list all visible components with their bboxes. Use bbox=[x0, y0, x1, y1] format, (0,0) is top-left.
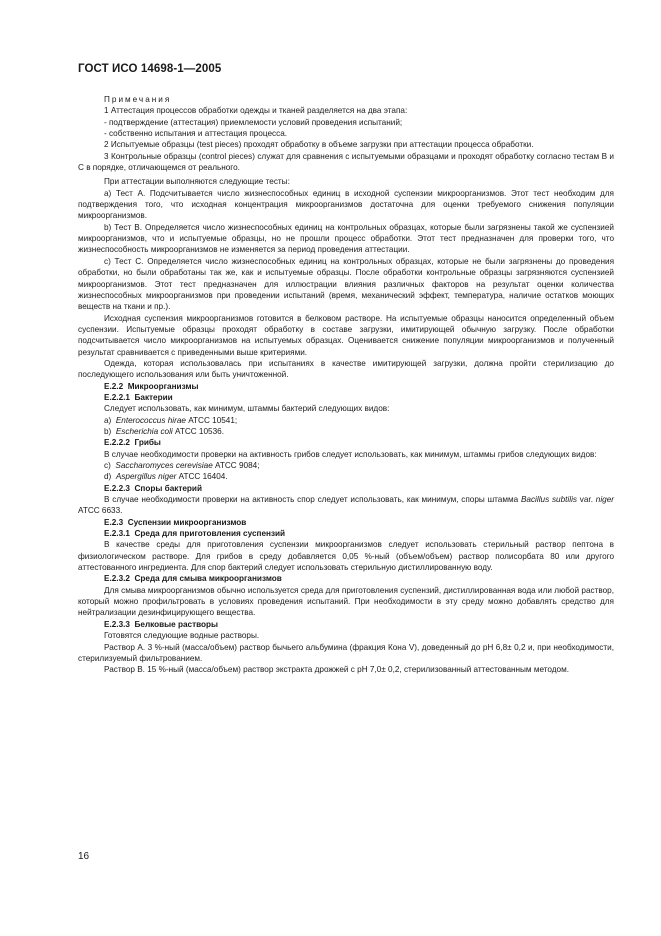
solution-a: Раствор А. 3 %-ный (масса/объем) раствор бычьего альбумина (фракция Кона V), доведенный до рН 6,8± 0,2 и, при необходимости, стерилизуемый фильтрованием. bbox=[78, 642, 614, 663]
test-b-text: Определяется число жизнеспособных единиц на контрольных образцах, которые были загрязнены такой же суспензией микроорганизмов, что и испытуемые образцы, но не прошли процесс обработки. Этот тест предназначен для проверки того, что жизнеспособность микроорганизмов не изменяется за период проведения аттестации. bbox=[78, 222, 614, 255]
spores-text-2: var. bbox=[576, 495, 596, 505]
suspension-paragraph: Исходная суспензия микроорганизмов готовится в белковом растворе. На испытуемые образцы наносится определенный объем суспензии. Испытуемые образцы проходят обработку в составе загрузки, имитирующей обычную загрузку. После обработки подсчитывается число микроорганизмов на испытуемых образцах. Оценивается снижение популяции микроорганизмов и полученный результат сравнивается с приведенными выше критериями. bbox=[78, 313, 614, 357]
strain-code: АТСС 9084; bbox=[212, 461, 260, 470]
section-e222-title: Грибы bbox=[134, 438, 161, 448]
species-name: Aspergillus niger bbox=[115, 472, 177, 482]
strain-code: АТСС 10536. bbox=[172, 426, 224, 436]
strain-code: АТСС 16404. bbox=[176, 472, 228, 482]
section-e22-heading bbox=[78, 381, 614, 392]
section-e232-number: Е.2.3.2 bbox=[104, 574, 130, 584]
list-label: b) bbox=[104, 426, 112, 436]
strain-code: АТСС 10541; bbox=[185, 415, 238, 425]
bacteria-item-b bbox=[78, 426, 614, 437]
note-item-1b: - собственно испытания и аттестация процесса. bbox=[104, 129, 288, 139]
section-e233-title: Белковые растворы bbox=[134, 619, 219, 629]
clothing-paragraph: Одежда, которая использовалась при испытаниях в качестве имитирующей загрузки, должна пройти стерилизацию до последующего использования или быть уничтоженной. bbox=[78, 358, 614, 380]
spores-text-3: АТСС 6633. bbox=[78, 506, 123, 516]
document-header: ГОСТ ИСО 14698-1—2005 bbox=[78, 63, 222, 75]
note-item-1: 1 Аттестация процессов обработки одежды и тканей разделяется на два этапа: bbox=[104, 106, 408, 116]
test-a-text: Подсчитывается число жизнеспособных единиц в исходной суспензии микроорганизмов. Этот тест необходим для подтверждения того, что исходная концентрация микроорганизмов достаточна для оценки требуемого снижения популяции микроорганизмов. bbox=[78, 188, 614, 221]
species-name: Bacillus subtilis bbox=[520, 495, 577, 505]
section-e221-number: Е.2.2.1 bbox=[104, 392, 130, 402]
fungi-item-c bbox=[78, 460, 614, 471]
species-name: Escherichia coli bbox=[115, 426, 173, 436]
list-label: с) bbox=[104, 461, 111, 470]
section-e221-title: Бактерии bbox=[134, 392, 173, 402]
section-e223-title: Споры бактерий bbox=[134, 483, 202, 493]
bacteria-item-a bbox=[78, 415, 614, 426]
note-item-1a: - подтверждение (аттестация) приемлемости условий проведения испытаний; bbox=[104, 117, 403, 127]
section-e221-text: Следует использовать, как минимум, штаммы бактерий следующих видов: bbox=[104, 404, 390, 414]
spores-text-1: В случае необходимости проверки на активность спор следует использовать, как минимум, споры штамма bbox=[104, 495, 521, 505]
note-item-2: 2 Испытуемые образцы (test pieces) проходят обработку в объеме загрузки при аттестации процесса обработки. bbox=[104, 140, 534, 150]
section-e222-number: Е.2.2.2 bbox=[104, 438, 130, 448]
fungi-item-d bbox=[78, 471, 614, 482]
section-e23-number: Е.2.3 bbox=[104, 517, 124, 527]
test-c-label: с) Тест С. bbox=[104, 256, 144, 266]
species-name: Enterococcus hirae bbox=[115, 415, 186, 425]
section-e221-heading bbox=[78, 392, 614, 403]
solution-b: Раствор В. 15 %-ный (масса/объем) раствор экстракта дрожжей с рН 7,0± 0,2, стерилизованный аттестованным методом. bbox=[104, 665, 570, 675]
test-c-text: Определяется число жизнеспособных единиц на контрольных образцах, которые не были загрязнены до проведения обработки, но были обработаны так же, как и испытуемые образцы. После обработки контрольные образцы загрязняются суспензией микроорганизмов. Этот тест предназначен для иллюстрации влияния различных факторов на результат оценки количества жизнеспособных микроорганизмов при проведении испытаний (время, механический эффект, температура, наличие остатков моющих веществ на ткани и пр.). bbox=[78, 256, 615, 312]
section-e233-text: Готовятся следующие водные растворы. bbox=[104, 631, 260, 641]
section-e232-heading bbox=[78, 573, 614, 584]
section-e233-number: Е.2.3.3 bbox=[104, 619, 130, 629]
variety-name: niger bbox=[595, 495, 614, 505]
section-e232-text: Для смыва микроорганизмов обычно используется среда для приготовления суспензий, дистиллированная вода или любой раствор, который можно профильтровать в условиях проведения испытаний. При необходимости в эту среду можно добавлять средство для нейтрализации дезинфицирующего вещества. bbox=[78, 585, 614, 618]
list-label: а) bbox=[104, 415, 112, 425]
test-b-label: b) Тест В. bbox=[104, 222, 142, 232]
section-e233-heading bbox=[78, 619, 614, 630]
section-e22-number: Е.2.2 bbox=[104, 381, 124, 391]
page-content bbox=[78, 94, 614, 676]
section-e231-heading bbox=[78, 528, 614, 539]
section-e231-number: Е.2.3.1 bbox=[104, 529, 130, 539]
test-b bbox=[78, 222, 614, 256]
section-e223-text bbox=[78, 494, 614, 517]
section-e222-text: В случае необходимости проверки на активность грибов следует использовать, как минимум, штаммы грибов следующих видов: bbox=[104, 449, 597, 459]
test-a bbox=[78, 188, 614, 222]
note-title: Примечания bbox=[104, 95, 172, 104]
section-e223-heading bbox=[78, 483, 614, 494]
tests-intro: При аттестации выполняются следующие тесты: bbox=[104, 177, 290, 187]
section-e22-title: Микроорганизмы bbox=[127, 381, 199, 391]
section-e222-heading bbox=[78, 437, 614, 448]
test-c bbox=[78, 256, 614, 313]
section-e223-number: Е.2.2.3 bbox=[104, 483, 130, 493]
section-e23-heading bbox=[78, 517, 614, 528]
section-e23-title: Суспензии микроорганизмов bbox=[127, 517, 247, 527]
species-name: Saccharomyces cerevisiae bbox=[115, 461, 213, 470]
list-label: d) bbox=[104, 472, 112, 482]
section-e231-text: В качестве среды для приготовления суспензии микроорганизмов следует использовать стерильный раствор пептона в физиологическом растворе. Для грибов в среду добавляется 0,05 %-ный (объем/объем) раствор полисорбата 80 или другого аттестованного ингредиента. Для спор бактерий следует использовать стерильную дистиллированную воду. bbox=[78, 540, 614, 573]
note-item-3: 3 Контрольные образцы (control pieces) служат для сравнения с испытуемыми образцами и проходят обработку согласно тестам В и С в порядке, отличающемся от реального. bbox=[78, 151, 614, 173]
page-number: 16 bbox=[78, 851, 90, 862]
section-e232-title: Среда для смыва микроорганизмов bbox=[134, 574, 282, 584]
test-a-label: а) Тест А. bbox=[104, 188, 146, 198]
section-e231-title: Среда для приготовления суспензий bbox=[134, 529, 286, 539]
